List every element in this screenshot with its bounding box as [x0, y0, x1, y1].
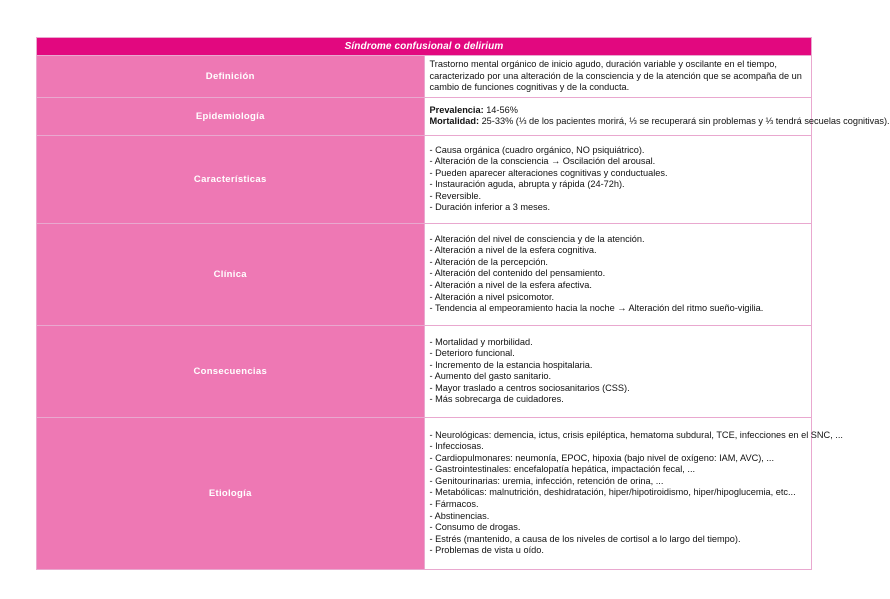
list-item: - Estrés (mantenido, a causa de los niveles de cortisol a lo largo del tiempo).: [429, 533, 741, 544]
list-item: - Alteración del nivel de consciencia y de la atención.: [429, 233, 645, 244]
list-item: - Incremento de la estancia hospitalaria.: [429, 359, 593, 370]
row-clinica: [37, 223, 812, 325]
row-caracteristicas: [37, 135, 812, 223]
list-item: - Mortalidad y morbilidad.: [429, 336, 533, 347]
content-caracteristicas: [424, 135, 812, 223]
mortalidad-line: [429, 116, 890, 128]
list-item: - Alteración a nivel psicomotor.: [429, 291, 555, 302]
prevalencia-label: Prevalencia:: [429, 104, 484, 115]
row-definicion: [37, 56, 812, 98]
definicion-text: Trastorno mental orgánico de inicio agudo, duración variable y oscilante en el tiempo, caracterizado por una alteración de la consciencia y de la atención que se acompaña de un cambio de funciones cognitivas y de la conducta.: [429, 59, 802, 93]
label-definicion: Definición: [37, 56, 425, 98]
list-item: - Problemas de vista u oído.: [429, 545, 544, 556]
table-title: Síndrome confusional o delirium: [37, 38, 812, 56]
list-item: - Abstinencias.: [429, 510, 490, 521]
list-item: - Deterioro funcional.: [429, 348, 515, 359]
list-item: - Mayor traslado a centros sociosanitarios (CSS).: [429, 382, 630, 393]
mortalidad-value: 25-33% (⅓ de los pacientes morirá, ⅓ se recuperará sin problemas y ⅓ tendrá secuelas cognitivas).: [479, 116, 890, 127]
content-epidemiologia: [424, 97, 890, 135]
list-item: - Consumo de drogas.: [429, 522, 521, 533]
list-item: - Fármacos.: [429, 499, 479, 510]
list-item: - Cardiopulmonares: neumonía, EPOC, hipoxia (bajo nivel de oxígeno: IAM, AVC), ...: [429, 452, 775, 463]
title-row: [37, 38, 812, 56]
list-item: - Alteración de la percepción.: [429, 256, 548, 267]
list-item: - Reversible.: [429, 190, 482, 201]
list-item: - Alteración de la consciencia → Oscilación del arousal.: [429, 156, 656, 167]
prevalencia-line: [430, 105, 807, 117]
list-item: - Alteración a nivel de la esfera afectiva.: [429, 280, 592, 291]
list-item: - Instauración aguda, abrupta y rápida (24-72h).: [429, 179, 625, 190]
mortalidad-label: Mortalidad:: [429, 116, 480, 127]
list-item: - Causa orgánica (cuadro orgánico, NO psiquiátrico).: [429, 144, 645, 155]
list-item: - Infecciosas.: [429, 441, 484, 452]
list-item: - Tendencia al empeoramiento hacia la noche → Alteración del ritmo sueño-vigilia.: [429, 303, 764, 314]
content-consecuencias: [424, 325, 812, 417]
list-item: - Gastrointestinales: encefalopatía hepática, impactación fecal, ...: [429, 464, 696, 475]
list-item: - Pueden aparecer alteraciones cognitivas y conductuales.: [429, 167, 668, 178]
content-definicion: [424, 56, 812, 98]
list-item: - Más sobrecarga de cuidadores.: [429, 394, 564, 405]
list-item: - Genitourinarias: uremia, infección, retención de orina, ...: [429, 475, 664, 486]
label-etiologia: Etiología: [37, 417, 425, 569]
label-consecuencias: Consecuencias: [37, 325, 425, 417]
label-epidemiologia: Epidemiología: [37, 97, 425, 135]
label-caracteristicas: Características: [37, 135, 425, 223]
list-item: - Metabólicas: malnutrición, deshidratación, hiper/hipotiroidismo, hiper/hipoglucemia, etc...: [429, 487, 796, 498]
list-item: - Alteración del contenido del pensamiento.: [429, 268, 606, 279]
row-epidemiologia: [37, 97, 812, 135]
content-clinica: [424, 223, 812, 325]
label-clinica: Clínica: [37, 223, 425, 325]
prevalencia-value: 14-56%: [483, 104, 518, 115]
delirium-table: [36, 37, 890, 570]
row-consecuencias: [37, 325, 812, 417]
list-item: - Alteración a nivel de la esfera cognitiva.: [429, 245, 597, 256]
row-etiologia: [37, 417, 812, 569]
list-item: - Aumento del gasto sanitario.: [429, 371, 552, 382]
list-item: - Neurológicas: demencia, ictus, crisis epiléptica, hematoma subdural, TCE, infecciones en el SNC, ...: [429, 429, 843, 440]
content-etiologia: [424, 417, 843, 569]
list-item: - Duración inferior a 3 meses.: [429, 202, 551, 213]
